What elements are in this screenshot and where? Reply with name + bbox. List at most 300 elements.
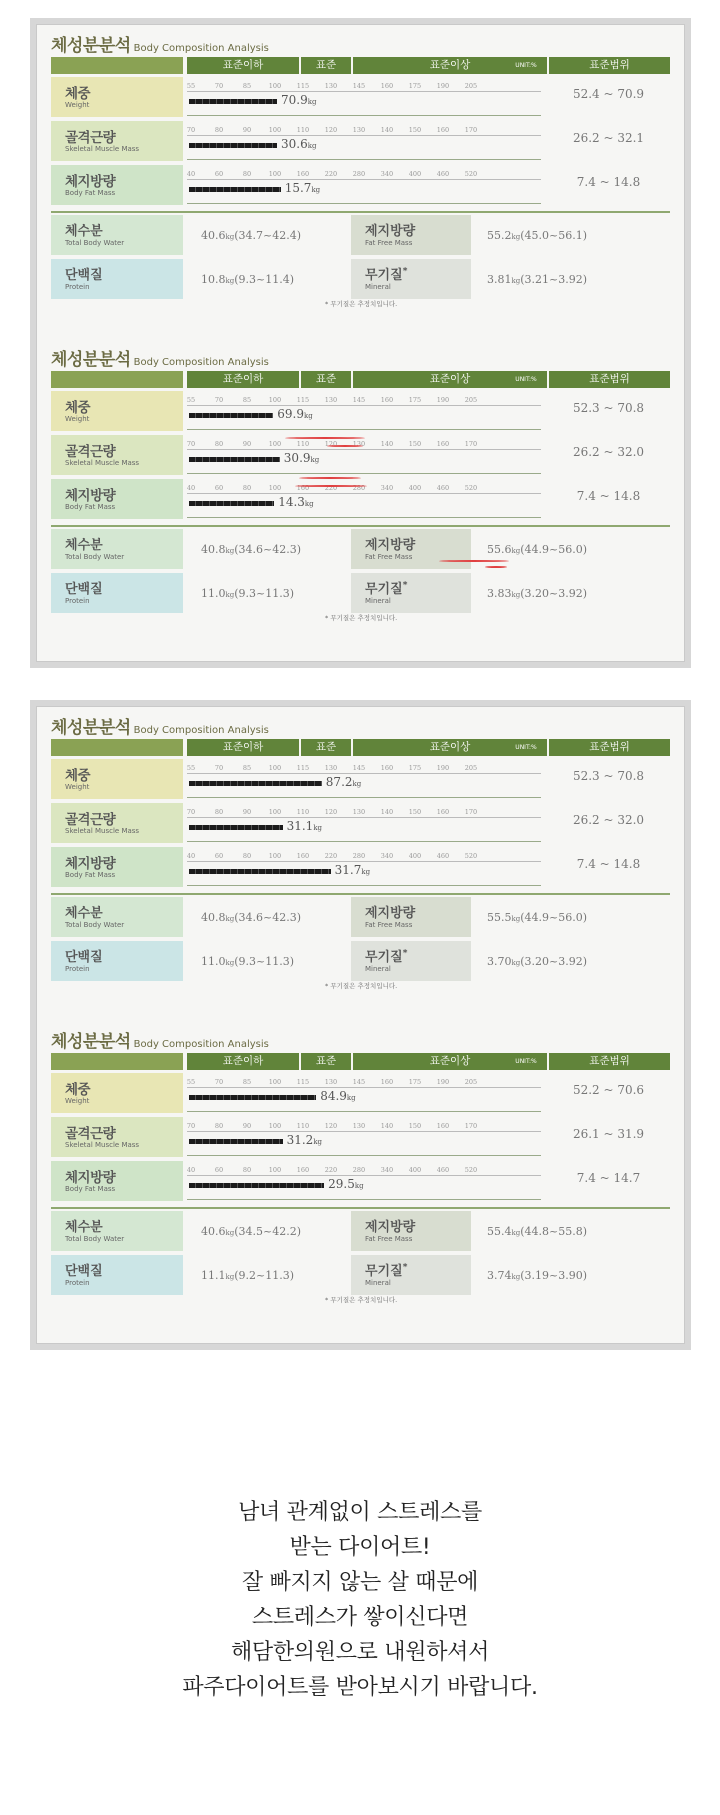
muscle-range: 26.1 ~ 31.9 xyxy=(572,1127,645,1141)
scale-tick-label: 520 xyxy=(464,1166,478,1174)
scale-tick-label: 205 xyxy=(464,396,478,404)
muscle-range: 26.2 ~ 32.0 xyxy=(572,813,645,827)
fat-label-ko: 체지방량 xyxy=(65,174,116,190)
scale-tick-label: 70 xyxy=(186,126,196,134)
muscle-label-ko: 골격근량 xyxy=(65,444,116,460)
scale-tick-label: 40 xyxy=(186,1166,196,1174)
kg-unit: kg xyxy=(304,500,314,508)
fat-label xyxy=(51,1161,183,1201)
muscle-row xyxy=(51,803,670,843)
composition-summary xyxy=(51,897,670,985)
muscle-label xyxy=(51,1117,183,1157)
scale-tick-label: 220 xyxy=(324,170,338,178)
scale-tick-label: 190 xyxy=(436,82,450,90)
header-above: 표준이상 xyxy=(353,57,547,74)
water-label-ko: 체수분 xyxy=(65,1220,103,1235)
weight-scale xyxy=(186,82,491,91)
caption-line-5: 해담한의원으로 내원하셔서 xyxy=(230,1640,490,1665)
scale-tick-label: 400 xyxy=(408,852,422,860)
asterisk-mark: * xyxy=(402,1262,408,1273)
scale-tick-label: 55 xyxy=(186,764,196,772)
fat-range: 7.4 ~ 14.8 xyxy=(576,857,641,871)
muscle-value-num: 30.9 xyxy=(283,451,311,465)
scale-tick-label: 460 xyxy=(436,1166,450,1174)
scale-tick-label: 520 xyxy=(464,852,478,860)
weight-scale xyxy=(186,1078,491,1087)
fat-bar xyxy=(189,869,331,874)
scale-line xyxy=(187,861,541,862)
scale-tick-label: 100 xyxy=(268,440,282,448)
muscle-range: 26.2 ~ 32.1 xyxy=(572,131,645,145)
mineral-label-text: 무기질 xyxy=(365,1264,403,1279)
water-label-en: Total Body Water xyxy=(65,921,125,929)
weight-bar-area xyxy=(187,761,541,798)
protein-range: (9.3~11.3) xyxy=(234,955,295,968)
water-label-ko: 체수분 xyxy=(65,906,103,921)
fat-row xyxy=(51,1161,670,1201)
body-composition-report xyxy=(51,1025,670,1321)
weight-label xyxy=(51,759,183,799)
scale-tick-label: 460 xyxy=(436,170,450,178)
fat-value-num: 31.7 xyxy=(334,863,362,877)
weight-label-en: Weight xyxy=(65,1097,90,1105)
mineral-label-en: Mineral xyxy=(365,1279,391,1287)
body-composition-report xyxy=(51,711,670,1007)
header-above: 표준이상 xyxy=(353,371,547,388)
protein-label xyxy=(51,941,183,981)
report-title-ko: 체성분분석 xyxy=(51,36,131,56)
header-below: 표준이하 xyxy=(187,371,299,388)
caption-line-6: 파주다이어트를 받아보시기 바랍니다. xyxy=(182,1675,538,1700)
report-title-en: Body Composition Analysis xyxy=(133,725,269,736)
section-divider xyxy=(51,1207,670,1209)
protein-label-ko: 단백질 xyxy=(65,950,103,965)
protein-label-ko: 단백질 xyxy=(65,1264,103,1279)
mineral-note: * 무기질은 추정치입니다. xyxy=(325,1296,398,1304)
ffm-label xyxy=(351,215,471,255)
ffm-label-en: Fat Free Mass xyxy=(365,1235,413,1243)
muscle-label-en: Skeletal Muscle Mass xyxy=(65,145,140,153)
scale-tick-label: 190 xyxy=(436,764,450,772)
header-above: 표준이상 xyxy=(353,1053,547,1070)
scale-tick-label: 340 xyxy=(380,170,394,178)
scale-tick-label: 160 xyxy=(436,440,450,448)
muscle-label-en: Skeletal Muscle Mass xyxy=(65,459,140,467)
scale-tick-label: 80 xyxy=(242,484,252,492)
mineral-note: * 무기질은 추정치입니다. xyxy=(325,982,398,990)
water-label xyxy=(51,529,183,569)
scale-tick-label: 100 xyxy=(268,170,282,178)
header-above: 표준이상 xyxy=(353,739,547,756)
kg-unit: kg xyxy=(352,780,362,788)
muscle-label-ko: 골격근량 xyxy=(65,130,116,146)
red-pen-mark xyxy=(299,477,361,479)
mineral-value-num: 3.83 xyxy=(487,587,512,600)
scale-tick-label: 100 xyxy=(268,484,282,492)
ffm-value-num: 55.5 xyxy=(487,911,512,924)
scale-tick-label: 205 xyxy=(464,82,478,90)
scale-tick-label: 55 xyxy=(186,396,196,404)
mineral-value xyxy=(487,587,587,600)
header-unit: UNIT:% xyxy=(515,744,537,751)
scale-tick-label: 280 xyxy=(352,484,366,492)
red-pen-mark xyxy=(327,445,363,447)
muscle-bar xyxy=(189,1139,283,1144)
scale-tick-label: 160 xyxy=(296,484,310,492)
ffm-value xyxy=(487,1225,587,1238)
scale-tick-label: 40 xyxy=(186,852,196,860)
scale-tick-label: 110 xyxy=(296,440,310,448)
scale-line xyxy=(187,449,541,450)
scale-tick-label: 80 xyxy=(214,126,224,134)
scale-tick-label: 130 xyxy=(352,440,366,448)
report-title xyxy=(51,1027,269,1053)
weight-label xyxy=(51,1073,183,1113)
promo-caption xyxy=(0,1495,720,1705)
scale-tick-label: 145 xyxy=(352,82,366,90)
scale-tick-label: 110 xyxy=(296,1122,310,1130)
protein-value xyxy=(201,1269,294,1282)
mineral-note: * 무기질은 추정치입니다. xyxy=(325,300,398,308)
scale-tick-label: 150 xyxy=(408,440,422,448)
scale-tick-label: 130 xyxy=(352,126,366,134)
scale-tick-label: 160 xyxy=(296,1166,310,1174)
scale-line xyxy=(187,1087,541,1088)
scale-tick-label: 70 xyxy=(186,808,196,816)
fat-scale xyxy=(186,170,491,179)
kg-unit: kg xyxy=(361,868,371,876)
scale-tick-label: 60 xyxy=(214,170,224,178)
header-blank xyxy=(51,371,183,388)
muscle-bar-area xyxy=(187,805,541,842)
scale-tick-label: 340 xyxy=(380,852,394,860)
kg-unit: kg xyxy=(511,1229,521,1237)
protein-label xyxy=(51,1255,183,1295)
kg-unit: kg xyxy=(511,915,521,923)
protein-label-en: Protein xyxy=(65,597,90,605)
scale-tick-label: 130 xyxy=(324,82,338,90)
weight-label xyxy=(51,391,183,431)
scale-tick-label: 220 xyxy=(324,852,338,860)
water-value-num: 40.6 xyxy=(201,229,226,242)
scale-tick-label: 115 xyxy=(296,764,310,772)
water-value-num: 40.8 xyxy=(201,911,226,924)
fat-label xyxy=(51,479,183,519)
weight-value xyxy=(281,93,316,107)
ffm-value-num: 55.6 xyxy=(487,543,512,556)
scale-tick-label: 110 xyxy=(296,126,310,134)
fat-bar xyxy=(189,501,274,506)
weight-label xyxy=(51,77,183,117)
muscle-range: 26.2 ~ 32.0 xyxy=(572,445,645,459)
muscle-row xyxy=(51,435,670,475)
ffm-label-ko: 제지방량 xyxy=(365,224,416,239)
fat-label-en: Body Fat Mass xyxy=(65,871,116,879)
fat-bar-area xyxy=(187,849,541,886)
section-divider xyxy=(51,525,670,527)
fat-label-en: Body Fat Mass xyxy=(65,503,116,511)
scale-tick-label: 90 xyxy=(242,126,252,134)
composition-summary xyxy=(51,215,670,303)
muscle-label-en: Skeletal Muscle Mass xyxy=(65,827,140,835)
kg-unit: kg xyxy=(354,1182,364,1190)
mineral-label xyxy=(351,941,471,981)
scale-line xyxy=(187,405,541,406)
scale-tick-label: 70 xyxy=(214,396,224,404)
weight-value xyxy=(320,1089,355,1103)
scale-tick-label: 170 xyxy=(464,808,478,816)
scale-tick-label: 55 xyxy=(186,1078,196,1086)
scale-tick-label: 280 xyxy=(352,170,366,178)
header-range: 표준범위 xyxy=(549,57,670,74)
ffm-value xyxy=(487,543,587,556)
mineral-label xyxy=(351,573,471,613)
fat-label-ko: 체지방량 xyxy=(65,856,116,872)
scale-tick-label: 100 xyxy=(268,396,282,404)
muscle-row xyxy=(51,1117,670,1157)
protein-label-ko: 단백질 xyxy=(65,268,103,283)
ffm-range: (44.9~56.0) xyxy=(520,911,588,924)
weight-label-ko: 체중 xyxy=(65,400,91,416)
header-below: 표준이하 xyxy=(187,57,299,74)
scale-tick-label: 170 xyxy=(464,440,478,448)
composition-summary xyxy=(51,1211,670,1299)
fat-label-ko: 체지방량 xyxy=(65,488,116,504)
scale-tick-label: 520 xyxy=(464,484,478,492)
weight-bar-area xyxy=(187,79,541,116)
composition-summary xyxy=(51,529,670,617)
water-label-en: Total Body Water xyxy=(65,1235,125,1243)
fat-range: 7.4 ~ 14.8 xyxy=(576,175,641,189)
protein-label-en: Protein xyxy=(65,283,90,291)
muscle-label-en: Skeletal Muscle Mass xyxy=(65,1141,140,1149)
scale-tick-label: 220 xyxy=(324,484,338,492)
scale-tick-label: 85 xyxy=(242,1078,252,1086)
mineral-label-text: 무기질 xyxy=(365,950,403,965)
fat-label-ko: 체지방량 xyxy=(65,1170,116,1186)
protein-value-num: 10.8 xyxy=(201,273,226,286)
scale-tick-label: 100 xyxy=(268,1122,282,1130)
scale-tick-label: 160 xyxy=(380,396,394,404)
fat-label xyxy=(51,847,183,887)
scale-tick-label: 175 xyxy=(408,396,422,404)
ffm-label xyxy=(351,897,471,937)
fat-value xyxy=(278,495,313,509)
weight-bar xyxy=(189,99,277,104)
protein-label xyxy=(51,259,183,299)
asterisk-mark: * xyxy=(402,948,408,959)
water-label xyxy=(51,897,183,937)
weight-row xyxy=(51,1073,670,1113)
protein-label xyxy=(51,573,183,613)
scale-tick-label: 140 xyxy=(380,1122,394,1130)
scale-tick-label: 80 xyxy=(214,808,224,816)
scale-tick-label: 205 xyxy=(464,1078,478,1086)
mineral-value-num: 3.70 xyxy=(487,955,512,968)
muscle-bar xyxy=(189,457,280,462)
weight-value xyxy=(277,407,312,421)
header-standard: 표준 xyxy=(301,371,351,388)
water-value xyxy=(201,543,301,556)
scale-tick-label: 80 xyxy=(242,1166,252,1174)
scale-tick-label: 60 xyxy=(214,484,224,492)
ffm-value-num: 55.2 xyxy=(487,229,512,242)
report-title-en: Body Composition Analysis xyxy=(133,1039,269,1050)
asterisk-mark: * xyxy=(402,580,408,591)
body-composition-report xyxy=(51,343,670,639)
scale-tick-label: 130 xyxy=(324,1078,338,1086)
muscle-bar xyxy=(189,825,283,830)
weight-bar-area xyxy=(187,393,541,430)
weight-bar xyxy=(189,1095,316,1100)
protein-value-num: 11.1 xyxy=(201,1269,226,1282)
scale-tick-label: 100 xyxy=(268,1166,282,1174)
weight-label-en: Weight xyxy=(65,783,90,791)
muscle-value-num: 31.1 xyxy=(286,819,314,833)
report-title-ko: 체성분분석 xyxy=(51,350,131,370)
scale-tick-label: 100 xyxy=(268,808,282,816)
water-label-ko: 체수분 xyxy=(65,538,103,553)
muscle-label xyxy=(51,435,183,475)
water-value xyxy=(201,229,301,242)
weight-scale xyxy=(186,764,491,773)
scale-tick-label: 85 xyxy=(242,396,252,404)
scale-tick-label: 220 xyxy=(324,1166,338,1174)
header-range: 표준범위 xyxy=(549,739,670,756)
table-header xyxy=(51,371,670,388)
weight-label-ko: 체중 xyxy=(65,768,91,784)
protein-range: (9.3~11.4) xyxy=(234,273,295,286)
scale-tick-label: 160 xyxy=(436,126,450,134)
scale-tick-label: 170 xyxy=(464,1122,478,1130)
scale-tick-label: 190 xyxy=(436,396,450,404)
protein-value-num: 11.0 xyxy=(201,955,226,968)
mineral-note: * 무기질은 추정치입니다. xyxy=(325,614,398,622)
fat-label-en: Body Fat Mass xyxy=(65,1185,116,1193)
kg-unit: kg xyxy=(225,547,235,555)
kg-unit: kg xyxy=(310,456,320,464)
scale-line xyxy=(187,179,541,180)
scale-tick-label: 460 xyxy=(436,484,450,492)
scale-tick-label: 400 xyxy=(408,170,422,178)
scale-tick-label: 120 xyxy=(324,440,338,448)
kg-unit: kg xyxy=(511,547,521,555)
scale-tick-label: 70 xyxy=(214,764,224,772)
scale-tick-label: 130 xyxy=(324,396,338,404)
mineral-label xyxy=(351,259,471,299)
muscle-value xyxy=(287,819,322,833)
scale-tick-label: 85 xyxy=(242,764,252,772)
scale-tick-label: 140 xyxy=(380,808,394,816)
scale-tick-label: 100 xyxy=(268,82,282,90)
scale-tick-label: 160 xyxy=(296,170,310,178)
mineral-label-en: Mineral xyxy=(365,283,391,291)
ffm-value xyxy=(487,911,587,924)
weight-range: 52.2 ~ 70.6 xyxy=(572,1083,645,1097)
scale-tick-label: 190 xyxy=(436,1078,450,1086)
mineral-label-ko xyxy=(365,946,407,965)
caption-line-1: 남녀 관계없이 스트레스를 xyxy=(238,1500,482,1525)
muscle-label-ko: 골격근량 xyxy=(65,812,116,828)
before-after-scan-2 xyxy=(36,706,685,1344)
ffm-range: (44.9~56.0) xyxy=(520,543,588,556)
kg-unit: kg xyxy=(346,1094,356,1102)
protein-label-en: Protein xyxy=(65,1279,90,1287)
ffm-label xyxy=(351,529,471,569)
scale-tick-label: 70 xyxy=(186,1122,196,1130)
fat-value xyxy=(285,181,320,195)
scale-tick-label: 60 xyxy=(214,852,224,860)
fat-range: 7.4 ~ 14.8 xyxy=(576,489,641,503)
header-blank xyxy=(51,57,183,74)
mineral-value-num: 3.81 xyxy=(487,273,512,286)
scale-tick-label: 130 xyxy=(352,1122,366,1130)
mineral-label-en: Mineral xyxy=(365,597,391,605)
ffm-label-ko: 제지방량 xyxy=(365,906,416,921)
scale-tick-label: 70 xyxy=(214,82,224,90)
header-unit: UNIT:% xyxy=(515,1058,537,1065)
weight-range: 52.4 ~ 70.9 xyxy=(572,87,645,101)
caption-line-4: 스트레스가 쌓이신다면 xyxy=(251,1605,469,1630)
muscle-scale xyxy=(186,126,491,135)
scale-tick-label: 115 xyxy=(296,82,310,90)
body-composition-report xyxy=(51,29,670,325)
table-header xyxy=(51,1053,670,1070)
scale-line xyxy=(187,493,541,494)
water-value-num: 40.6 xyxy=(201,1225,226,1238)
muscle-bar-area xyxy=(187,1119,541,1156)
fat-value xyxy=(328,1177,363,1191)
weight-row xyxy=(51,77,670,117)
scale-tick-label: 145 xyxy=(352,1078,366,1086)
before-after-scan-1 xyxy=(36,24,685,662)
kg-unit: kg xyxy=(311,186,321,194)
kg-unit: kg xyxy=(225,1273,235,1281)
mineral-range: (3.20~3.92) xyxy=(520,955,588,968)
scale-tick-label: 160 xyxy=(380,82,394,90)
scale-tick-label: 40 xyxy=(186,170,196,178)
scale-tick-label: 280 xyxy=(352,1166,366,1174)
ffm-range: (45.0~56.1) xyxy=(520,229,588,242)
fat-scale xyxy=(186,852,491,861)
water-label xyxy=(51,215,183,255)
weight-row xyxy=(51,391,670,431)
section-divider xyxy=(51,893,670,895)
scale-tick-label: 150 xyxy=(408,126,422,134)
water-range: (34.6~42.3) xyxy=(234,543,302,556)
scale-tick-label: 80 xyxy=(214,1122,224,1130)
header-range: 표준범위 xyxy=(549,371,670,388)
header-unit: UNIT:% xyxy=(515,62,537,69)
ffm-value xyxy=(487,229,587,242)
muscle-bar-area xyxy=(187,437,541,474)
report-title-en: Body Composition Analysis xyxy=(133,43,269,54)
kg-unit: kg xyxy=(511,959,521,967)
scale-tick-label: 160 xyxy=(436,808,450,816)
weight-value-num: 69.9 xyxy=(277,407,304,421)
scale-tick-label: 460 xyxy=(436,852,450,860)
fat-scale xyxy=(186,1166,491,1175)
scale-tick-label: 150 xyxy=(408,1122,422,1130)
scale-tick-label: 110 xyxy=(296,808,310,816)
fat-bar xyxy=(189,187,281,192)
weight-value xyxy=(326,775,361,789)
kg-unit: kg xyxy=(313,824,323,832)
weight-value-num: 70.9 xyxy=(281,93,308,107)
weight-scale xyxy=(186,396,491,405)
weight-range: 52.3 ~ 70.8 xyxy=(572,769,645,783)
red-pen-mark xyxy=(485,566,507,568)
